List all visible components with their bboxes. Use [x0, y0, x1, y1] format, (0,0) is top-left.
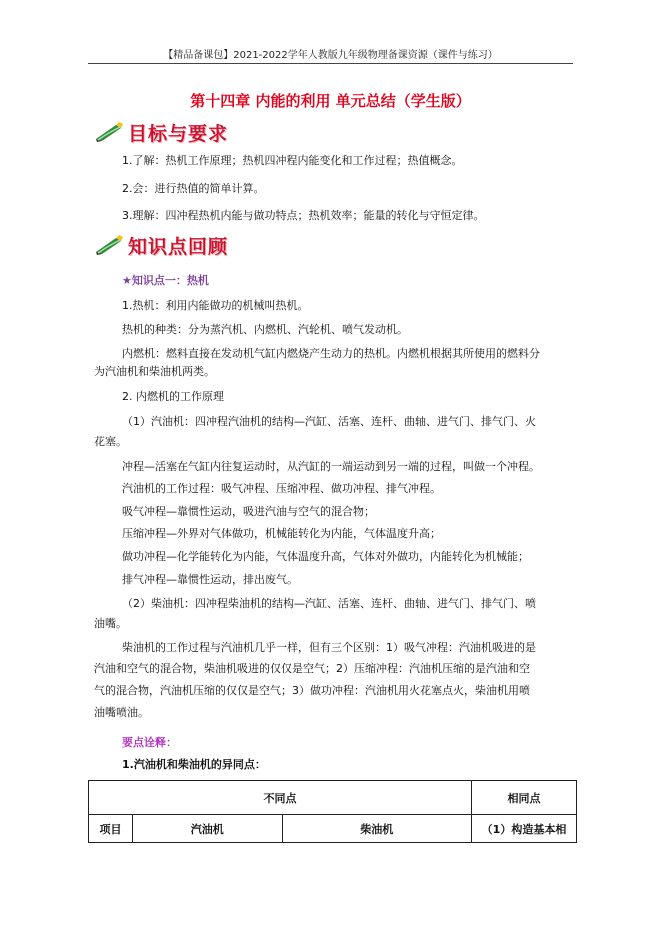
pen-icon	[94, 121, 124, 143]
text-line: 油嘴喷油。	[94, 706, 149, 719]
text-line: 吸气冲程—靠惯性运动，吸进汽油与空气的混合物；	[122, 505, 375, 518]
table-header-diff: 不同点	[89, 781, 472, 815]
text-line: 油嘴。	[94, 617, 127, 630]
comparison-table	[88, 780, 577, 843]
table-header-same: 相同点	[472, 781, 577, 815]
goal-item: 3.理解：四冲程热机内能与做功特点；热机效率；能量的转化与守恒定律。	[122, 209, 485, 222]
text-line: 花塞。	[94, 435, 127, 448]
note-title: 要点诠释：	[122, 736, 177, 749]
text-line: 1.热机：利用内能做功的机械叫热机。	[122, 299, 309, 312]
table-col-gasoline: 汽油机	[132, 815, 282, 843]
text-line: 汽油机的工作过程：吸气冲程、压缩冲程、做功冲程、排气冲程。	[122, 482, 441, 495]
page-title: 第十四章 内能的利用 单元总结（学生版）	[190, 92, 471, 110]
text-line: 汽油和空气的混合物，柴油机吸进的仅仅是空气；2）压缩冲程：汽油机压缩的是汽油和空	[94, 662, 530, 675]
text-line: 冲程—活塞在气缸内往复运动时，从汽缸的一端运动到另一端的过程，叫做一个冲程。	[122, 460, 540, 473]
goal-item: 1.了解：热机工作原理；热机四冲程内能变化和工作过程；热值概念。	[122, 154, 463, 167]
text-line: 2. 内燃机的工作原理	[122, 390, 224, 403]
table-cell-same: （1）构造基本相	[472, 815, 577, 843]
knowledge-heading	[94, 231, 228, 259]
text-line: 做功冲程—化学能转化为内能，气体温度升高，气体对外做功，内能转化为机械能；	[122, 550, 529, 563]
goals-heading-text: 目标与要求	[128, 122, 229, 145]
goal-item: 2.会：进行热值的简单计算。	[122, 182, 265, 195]
table-col-item: 项目	[89, 815, 133, 843]
text-line: （1）汽油机：四冲程汽油机的结构—汽缸、活塞、连杆、曲轴、进气门、排气门、火	[122, 415, 536, 428]
text-line: 热机的种类：分为蒸汽机、内燃机、汽轮机、喷气发动机。	[122, 323, 408, 336]
text-line: 压缩冲程—外界对气体做功，机械能转化为内能，气体温度升高；	[122, 527, 441, 540]
pen-icon	[94, 234, 124, 256]
text-line: （2）柴油机：四冲程柴油机的结构—汽缸、活塞、连杆、曲轴、进气门、排气门、喷	[122, 597, 536, 610]
text-line: 内燃机：燃料直接在发动机气缸内燃烧产生动力的热机。内燃机根据其所使用的燃料分	[122, 347, 540, 360]
page-header: 【精品备课包】2021-2022学年人教版九年级物理备课资源（课件与练习）	[163, 50, 498, 61]
text-line: 柴油机的工作过程与汽油机几乎一样，但有三个区别：1）吸气冲程：汽油机吸进的是	[122, 641, 536, 654]
knowledge-point-title: ★知识点一：热机	[122, 274, 209, 287]
text-line: 排气冲程—靠惯性运动，排出废气。	[122, 573, 298, 586]
table-col-diesel: 柴油机	[282, 815, 472, 843]
text-line: 气的混合物，汽油机压缩的仅仅是空气；3）做功冲程：汽油机用火花塞点火，柴油机用喷	[94, 684, 530, 697]
subtitle: 1.汽油机和柴油机的异同点：	[122, 758, 266, 771]
goals-heading	[94, 118, 228, 146]
knowledge-heading-text: 知识点回顾	[128, 235, 229, 258]
text-line: 为汽油机和柴油机两类。	[94, 365, 215, 378]
header-divider	[88, 63, 573, 64]
